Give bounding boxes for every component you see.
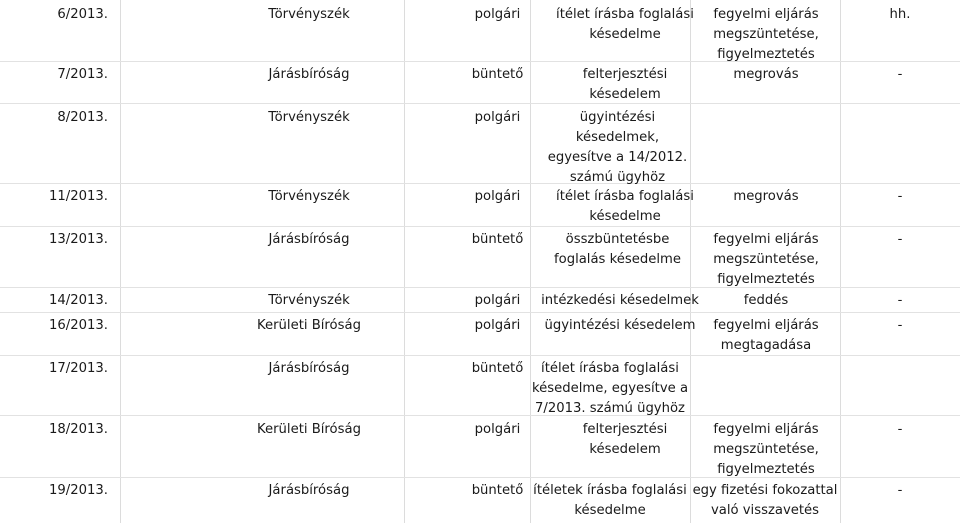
measure: egy fizetési fokozattal való visszavetés: [692, 483, 838, 518]
court: Járásbíróság: [268, 483, 350, 498]
delay-type: felterjesztési késedelem: [582, 422, 668, 457]
case-number: 14/2013.: [49, 293, 108, 308]
measure: fegyelmi eljárás megszüntetése, figyelmeztetés: [713, 7, 819, 62]
case-number: 16/2013.: [49, 318, 108, 333]
case-number: 17/2013.: [49, 361, 108, 376]
delay-type: intézkedési késedelmek: [541, 293, 699, 308]
branch: polgári: [474, 7, 521, 22]
case-number: 6/2013.: [57, 7, 108, 22]
branch: polgári: [474, 110, 521, 125]
delay-type: összbüntetésbe foglalás késedelme: [553, 232, 681, 267]
measure: megrovás: [733, 189, 799, 204]
case-number: 13/2013.: [49, 232, 108, 247]
note: -: [897, 189, 903, 204]
case-number: 8/2013.: [57, 110, 108, 125]
note: -: [897, 293, 903, 308]
measure: fegyelmi eljárás megszüntetése, figyelmeztetés: [713, 422, 819, 477]
delay-type: ítélet írásba foglalási késedelme: [556, 189, 694, 224]
row-divider: [0, 103, 960, 104]
case-number: 11/2013.: [49, 189, 108, 204]
note: -: [897, 318, 903, 333]
delay-type: ítélet írásba foglalási késedelme, egyesítve a 7/2013. számú ügyhöz: [531, 361, 689, 416]
case-number: 18/2013.: [49, 422, 108, 437]
branch: polgári: [474, 318, 521, 333]
court: Törvényszék: [268, 189, 350, 204]
branch: polgári: [474, 189, 521, 204]
court: Kerületi Bíróság: [257, 318, 361, 333]
court: Járásbíróság: [268, 361, 350, 376]
branch: polgári: [474, 293, 521, 308]
note: -: [897, 422, 903, 437]
branch: büntető: [471, 67, 524, 82]
row-divider: [0, 226, 960, 227]
delay-type: felterjesztési késedelem: [582, 67, 668, 102]
note: -: [897, 67, 903, 82]
measure: fegyelmi eljárás megtagadása: [713, 318, 819, 353]
branch: büntető: [471, 361, 524, 376]
row-divider: [0, 415, 960, 416]
court: Törvényszék: [268, 293, 350, 308]
column-divider: [404, 0, 405, 523]
branch: büntető: [471, 483, 524, 498]
row-divider: [0, 183, 960, 184]
delay-type: ügyintézési késedelmek, egyesítve a 14/2012. számú ügyhöz: [547, 110, 688, 185]
court: Törvényszék: [268, 110, 350, 125]
branch: büntető: [471, 232, 524, 247]
branch: polgári: [474, 422, 521, 437]
measure: feddés: [743, 293, 789, 308]
note: -: [897, 483, 903, 498]
note: hh.: [889, 7, 911, 22]
court: Törvényszék: [268, 7, 350, 22]
column-divider: [120, 0, 121, 523]
court: Járásbíróság: [268, 232, 350, 247]
delay-type: ügyintézési késedelem: [544, 318, 696, 333]
case-number: 19/2013.: [49, 483, 108, 498]
court: Kerületi Bíróság: [257, 422, 361, 437]
delay-type: ítéletek írásba foglalási késedelme: [533, 483, 687, 518]
column-divider: [690, 0, 691, 523]
measure: megrovás: [733, 67, 799, 82]
court: Járásbíróság: [268, 67, 350, 82]
measure: fegyelmi eljárás megszüntetése, figyelmeztetés: [713, 232, 819, 287]
note: -: [897, 232, 903, 247]
delay-type: ítélet írásba foglalási késedelme: [556, 7, 694, 42]
case-number: 7/2013.: [57, 67, 108, 82]
row-divider: [0, 312, 960, 313]
